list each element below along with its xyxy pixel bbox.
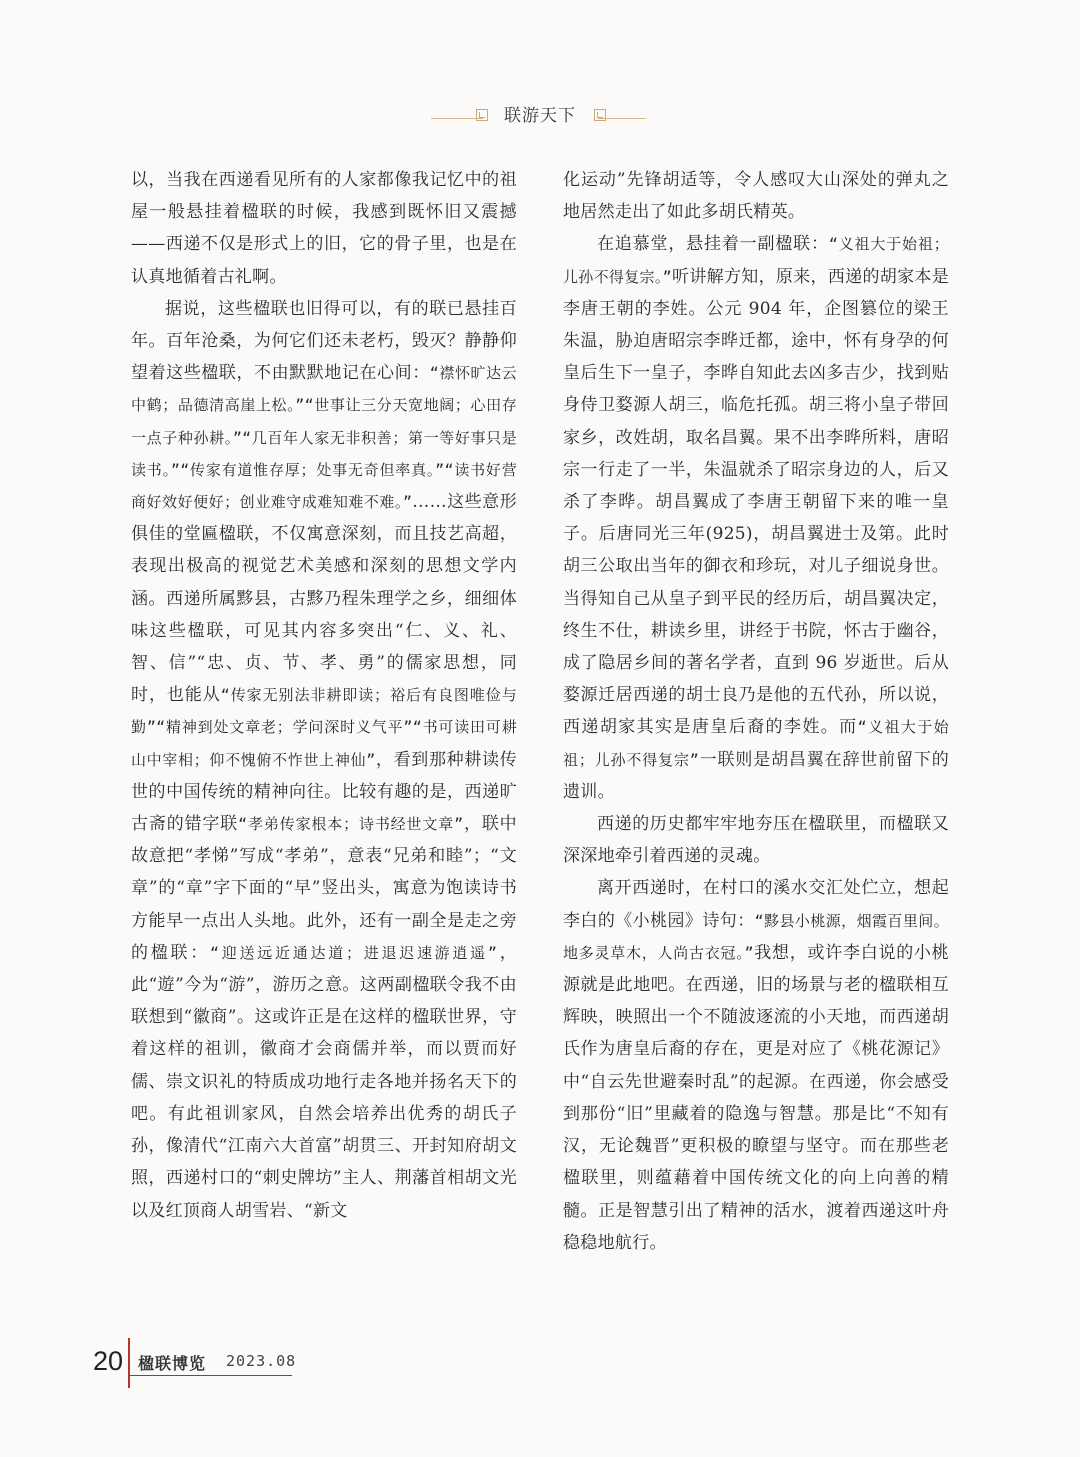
text-run: 我想，或许李白说的小桃源就是此地吧。在西递，旧的场景与老的楹联相互辉映，映照出一个不随波逐流的小天地，而西递胡氏作为唐皇后裔的存在，更是对应了《桃花源记》中“自云先世避秦时乱”的起源。在西递，你会感受到那份“旧”里藏着的隐逸与智慧。那是比“不知有汉，无论魏晋”更积极的瞭望与坚守。而在那些老楹联里，则蕴藉着中国传统文化的向上向善的精髓。正是智慧引出了精神的活水，渡着西递这叶舟稳稳地航行。: [563, 942, 949, 1253]
couplet-quote: “襟怀旷达云中鹤；品德清高崖上松。”“世事让三分天宽地阔；心田存一点子种孙耕。”“几百年人家无非积善；第一等好事只是读书。”“传家有道惟存厚；处事无奇但率真。”“读书好营商好效好便好；创业难守成难知难不难。”: [131, 364, 517, 512]
text-run: 听讲解方知，原来，西递的胡家本是李唐王朝的李姓。公元 904 年，企图篡位的梁王朱温，胁迫唐昭宗李晔迁都，途中，怀有身孕的何皇后生下一皇子，李晔自知此去凶多吉少，找到贴身侍卫婺源人胡三，临危托孤。胡三将小皇子带回家乡，改姓胡，取名昌翼。果不出李晔所料，唐昭宗一行走了一半，朱温就杀了昭宗身边的人，后又杀了李晔。胡昌翼成了李唐王朝留下来的唯一皇子。后唐同光三年(925)，胡昌翼进士及第。此时胡三公取出当年的御衣和珍玩，对儿子细说身世。当得知自己从皇子到平民的经历后，胡昌翼决定，终生不仕，耕读乡里，讲经于书院，怀古于幽谷，成了隐居乡间的著名学者，直到 96 岁逝世。后从婺源迁居西递的胡士良乃是他的五代孙，所以说，西递胡家其实是唐皇后裔的李姓。而: [563, 266, 949, 738]
couplet-quote: “传家无别法非耕即读；裕后有良图唯俭与勤”“精神到处文章老；学问深时义气平”“书可读田可耕山中宰相；仰不愧俯不怍世上神仙”: [131, 686, 518, 769]
text-run: ，联中故意把“孝悌”写成“孝弟”，意表“兄弟和睦”；“文章”的“章”字下面的“早”竖出头，寓意为饱读诗书方能早一点出人头地。此外，还有一副全是走之旁的楹联：: [131, 814, 517, 963]
paragraph: 以，当我在西递看见所有的人家都像我记忆中的祖屋一般悬挂着楹联的时候，我感到既怀旧又震撼——西递不仅是形式上的旧，它的骨子里，也是在认真地循着古礼啊。: [131, 170, 517, 287]
text-run: 一联则是胡昌翼在辞世前留下的遗训。: [563, 749, 950, 802]
paragraph: [563, 872, 949, 1258]
issue-date: 2023.08: [226, 1352, 297, 1370]
left-column: [131, 164, 517, 1227]
couplet-quote: “义祖大于始祖；儿孙不得复宗。”: [563, 235, 949, 286]
text-run: 离开西递时，在村口的溪水交汇处伫立，想起李白的《小桃园》诗句：: [563, 878, 949, 931]
couplet-quote: “义祖大于始祖；儿孙不得复宗”: [563, 718, 949, 769]
paragraph: 西递的历史都牢牢地夯压在楹联里，而楹联又深深地牵引着西递的灵魂。: [563, 814, 949, 867]
header-ornament-left: [476, 109, 488, 121]
section-title: 联游天下: [504, 106, 576, 126]
footer-accent-bar: [128, 1338, 130, 1388]
footer-rule: [130, 1375, 292, 1376]
text-run: 据说，这些楹联也旧得可以，有的联已悬挂百年。百年沧桑，为何它们还未老朽，毁灭？静静仰望着这些楹联，不由默默地记在心间：: [131, 298, 517, 384]
right-column: [563, 164, 949, 1259]
couplet-quote: “孝弟传家根本；诗书经世文章”: [238, 815, 464, 834]
couplet-quote: “迎送远近通达道；进退迟速游逍遥”: [209, 943, 498, 962]
text-run: ……这些意形俱佳的堂匾楹联，不仅寓意深刻，而且技艺高超，表现出极高的视觉艺术美感和深刻的思想文学内涵。西递所属黟县，古黟乃程朱理学之乡，细细体味这些楹联，可见其内容多突出“仁、义、礼、智、信”“忠、贞、节、孝、勇”的儒家思想，同时，也能从: [131, 492, 517, 706]
text-run: ，此“遊”今为“游”，游历之意。这两副楹联令我不由联想到“徽商”。这或许正是在这样的楹联世界，守着这样的祖训，徽商才会商儒并举，而以贾而好儒、崇文识礼的特质成功地行走各地并扬名天下的吧。有此祖训家风，自然会培养出优秀的胡氏子孙，像清代“江南六大首富”胡贯三、开封知府胡文照，西递村口的“刺史牌坊”主人、荆藩首相胡文光以及红顶商人胡雪岩、“新文: [131, 942, 517, 1221]
paragraph: 化运动”先锋胡适等，令人感叹大山深处的弹丸之地居然走出了如此多胡氏精英。: [563, 170, 949, 223]
paragraph: [563, 228, 949, 808]
magazine-name: 楹联博览: [138, 1354, 207, 1373]
header-ornament-right: [594, 109, 606, 121]
paragraph: [131, 293, 517, 1227]
header-rule-right: [598, 118, 646, 119]
page-number: 20: [93, 1346, 124, 1376]
text-run: 在追慕堂，悬挂着一副楹联：: [597, 234, 829, 255]
poem-quote: “黟县小桃源，烟霞百里间。地多灵草木，人尚古衣冠。”: [563, 911, 949, 962]
text-run: ，看到那种耕读传世的中国传统的精神向往。比较有趣的是，西递旷古斋的错字联: [131, 749, 517, 835]
